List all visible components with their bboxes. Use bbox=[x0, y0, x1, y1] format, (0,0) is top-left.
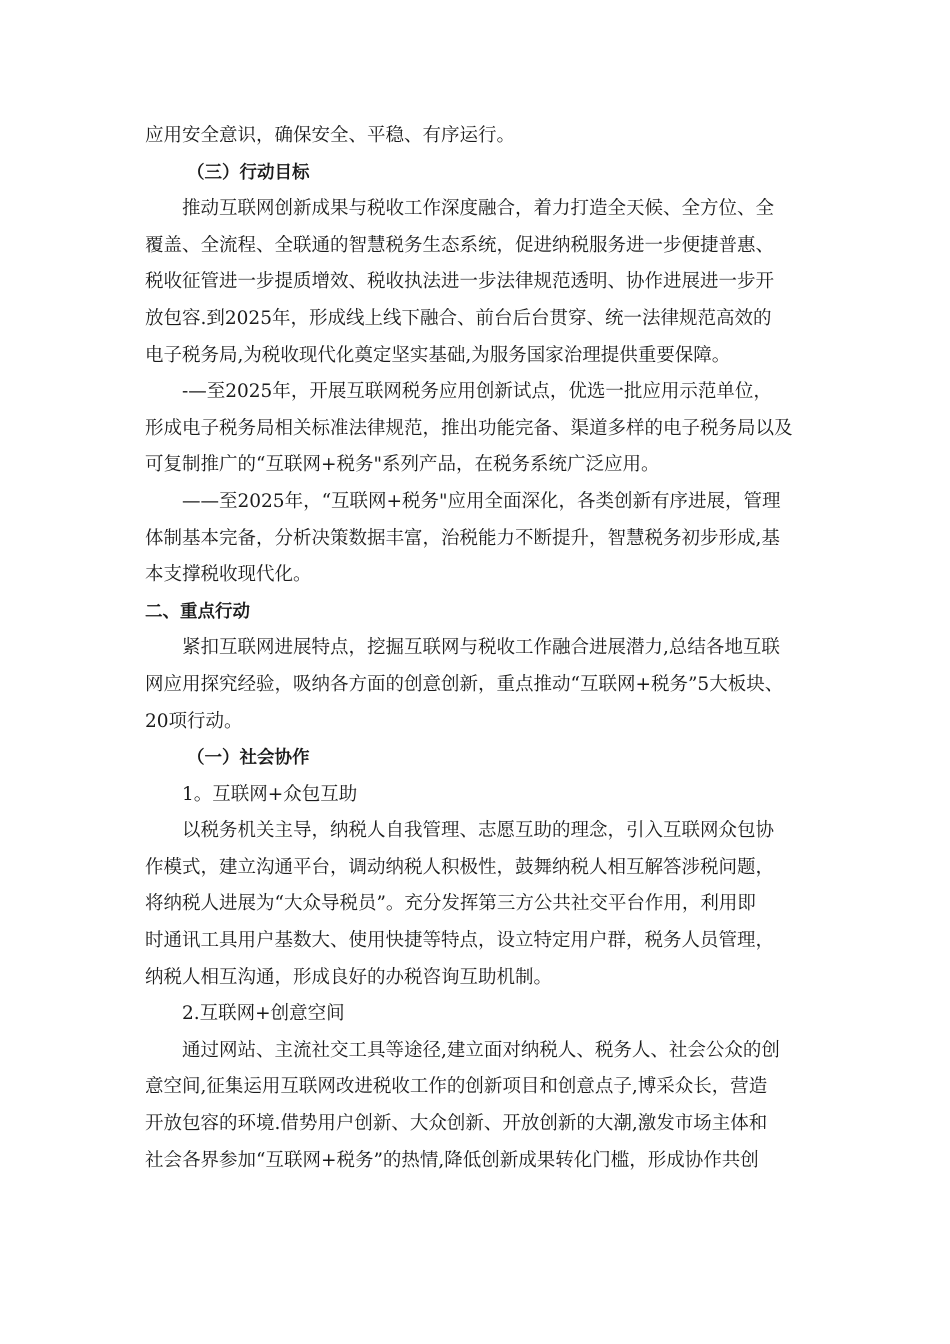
paragraph-line: 20项行动。 bbox=[145, 710, 243, 732]
section-heading-social-collaboration: （一）社会协作 bbox=[187, 748, 310, 769]
paragraph-line: 放包容.到2025年，形成线上线下融合、前台后台贯穿、统一法律规范高效的 bbox=[145, 307, 772, 329]
subsection-title: 1。互联网+众包互助 bbox=[182, 783, 358, 805]
paragraph-line: 将纳税人进展为“大众导税员”。充分发挥第三方公共社交平台作用，利用即 bbox=[145, 893, 756, 915]
section-heading-action-goals: （三）行动目标 bbox=[187, 162, 310, 183]
paragraph-line: 时通讯工具用户基数大、使用快捷等特点，设立特定用户群，税务人员管理， bbox=[145, 930, 775, 952]
paragraph-line: 作模式，建立沟通平台，调动纳税人积极性，鼓舞纳税人相互解答涉税问题， bbox=[145, 856, 775, 878]
paragraph-line: 纳税人相互沟通，形成良好的办税咨询互助机制。 bbox=[145, 966, 553, 988]
paragraph-line: 社会各界参加“互联网+税务”的热情,降低创新成果转化门槛，形成协作共创 bbox=[145, 1149, 759, 1171]
subsection-title: 2.互联网+创意空间 bbox=[182, 1003, 345, 1025]
paragraph-line: 通过网站、主流社交工具等途径,建立面对纳税人、税务人、社会公众的创 bbox=[182, 1039, 780, 1061]
paragraph-line: 可复制推广的“互联网+税务"系列产品，在税务系统广泛应用。 bbox=[145, 454, 660, 476]
paragraph-line: 应用安全意识，确保安全、平稳、有序运行。 bbox=[145, 125, 516, 146]
paragraph-line: 推动互联网创新成果与税收工作深度融合，着力打造全天候、全方位、全 bbox=[182, 198, 775, 220]
paragraph-line: -—至2025年，开展互联网税务应用创新试点，优选一批应用示范单位， bbox=[182, 381, 772, 403]
paragraph-line: 形成电子税务局相关标准法律规范，推出功能完备、渠道多样的电子税务局以及 bbox=[145, 417, 793, 439]
paragraph-line: 以税务机关主导，纳税人自我管理、志愿互助的理念，引入互联网众包协 bbox=[182, 820, 775, 842]
paragraph-line: 意空间,征集运用互联网改进税收工作的创新项目和创意点子,博采众长，营造 bbox=[145, 1076, 768, 1098]
paragraph-line: 税收征管进一步提质增效、税收执法进一步法律规范透明、协作进展进一步开 bbox=[145, 271, 775, 293]
paragraph-line: 开放包容的环境.借势用户创新、大众创新、开放创新的大潮,激发市场主体和 bbox=[145, 1113, 768, 1135]
paragraph-line: ——至2025年，“互联网+税务"应用全面深化，各类创新有序进展，管理 bbox=[182, 490, 781, 512]
document-body bbox=[145, 118, 825, 1179]
paragraph-line: 覆盖、全流程、全联通的智慧税务生态系统，促进纳税服务进一步便捷普惠、 bbox=[145, 234, 775, 256]
paragraph-line: 本支撑税收现代化。 bbox=[145, 564, 312, 586]
paragraph-line: 电子税务局,为税收现代化奠定坚实基础,为服务国家治理提供重要保障。 bbox=[145, 344, 731, 366]
section-heading-key-actions: 二、重点行动 bbox=[145, 601, 250, 622]
paragraph-line: 体制基本完备，分析决策数据丰富，治税能力不断提升，智慧税务初步形成,基 bbox=[145, 527, 780, 549]
paragraph-line: 网应用探究经验，吸纳各方面的创意创新，重点推动“互联网+税务”5大板块、 bbox=[145, 673, 784, 695]
paragraph-line: 紧扣互联网进展特点，挖掘互联网与税收工作融合进展潜力,总结各地互联 bbox=[182, 637, 780, 659]
